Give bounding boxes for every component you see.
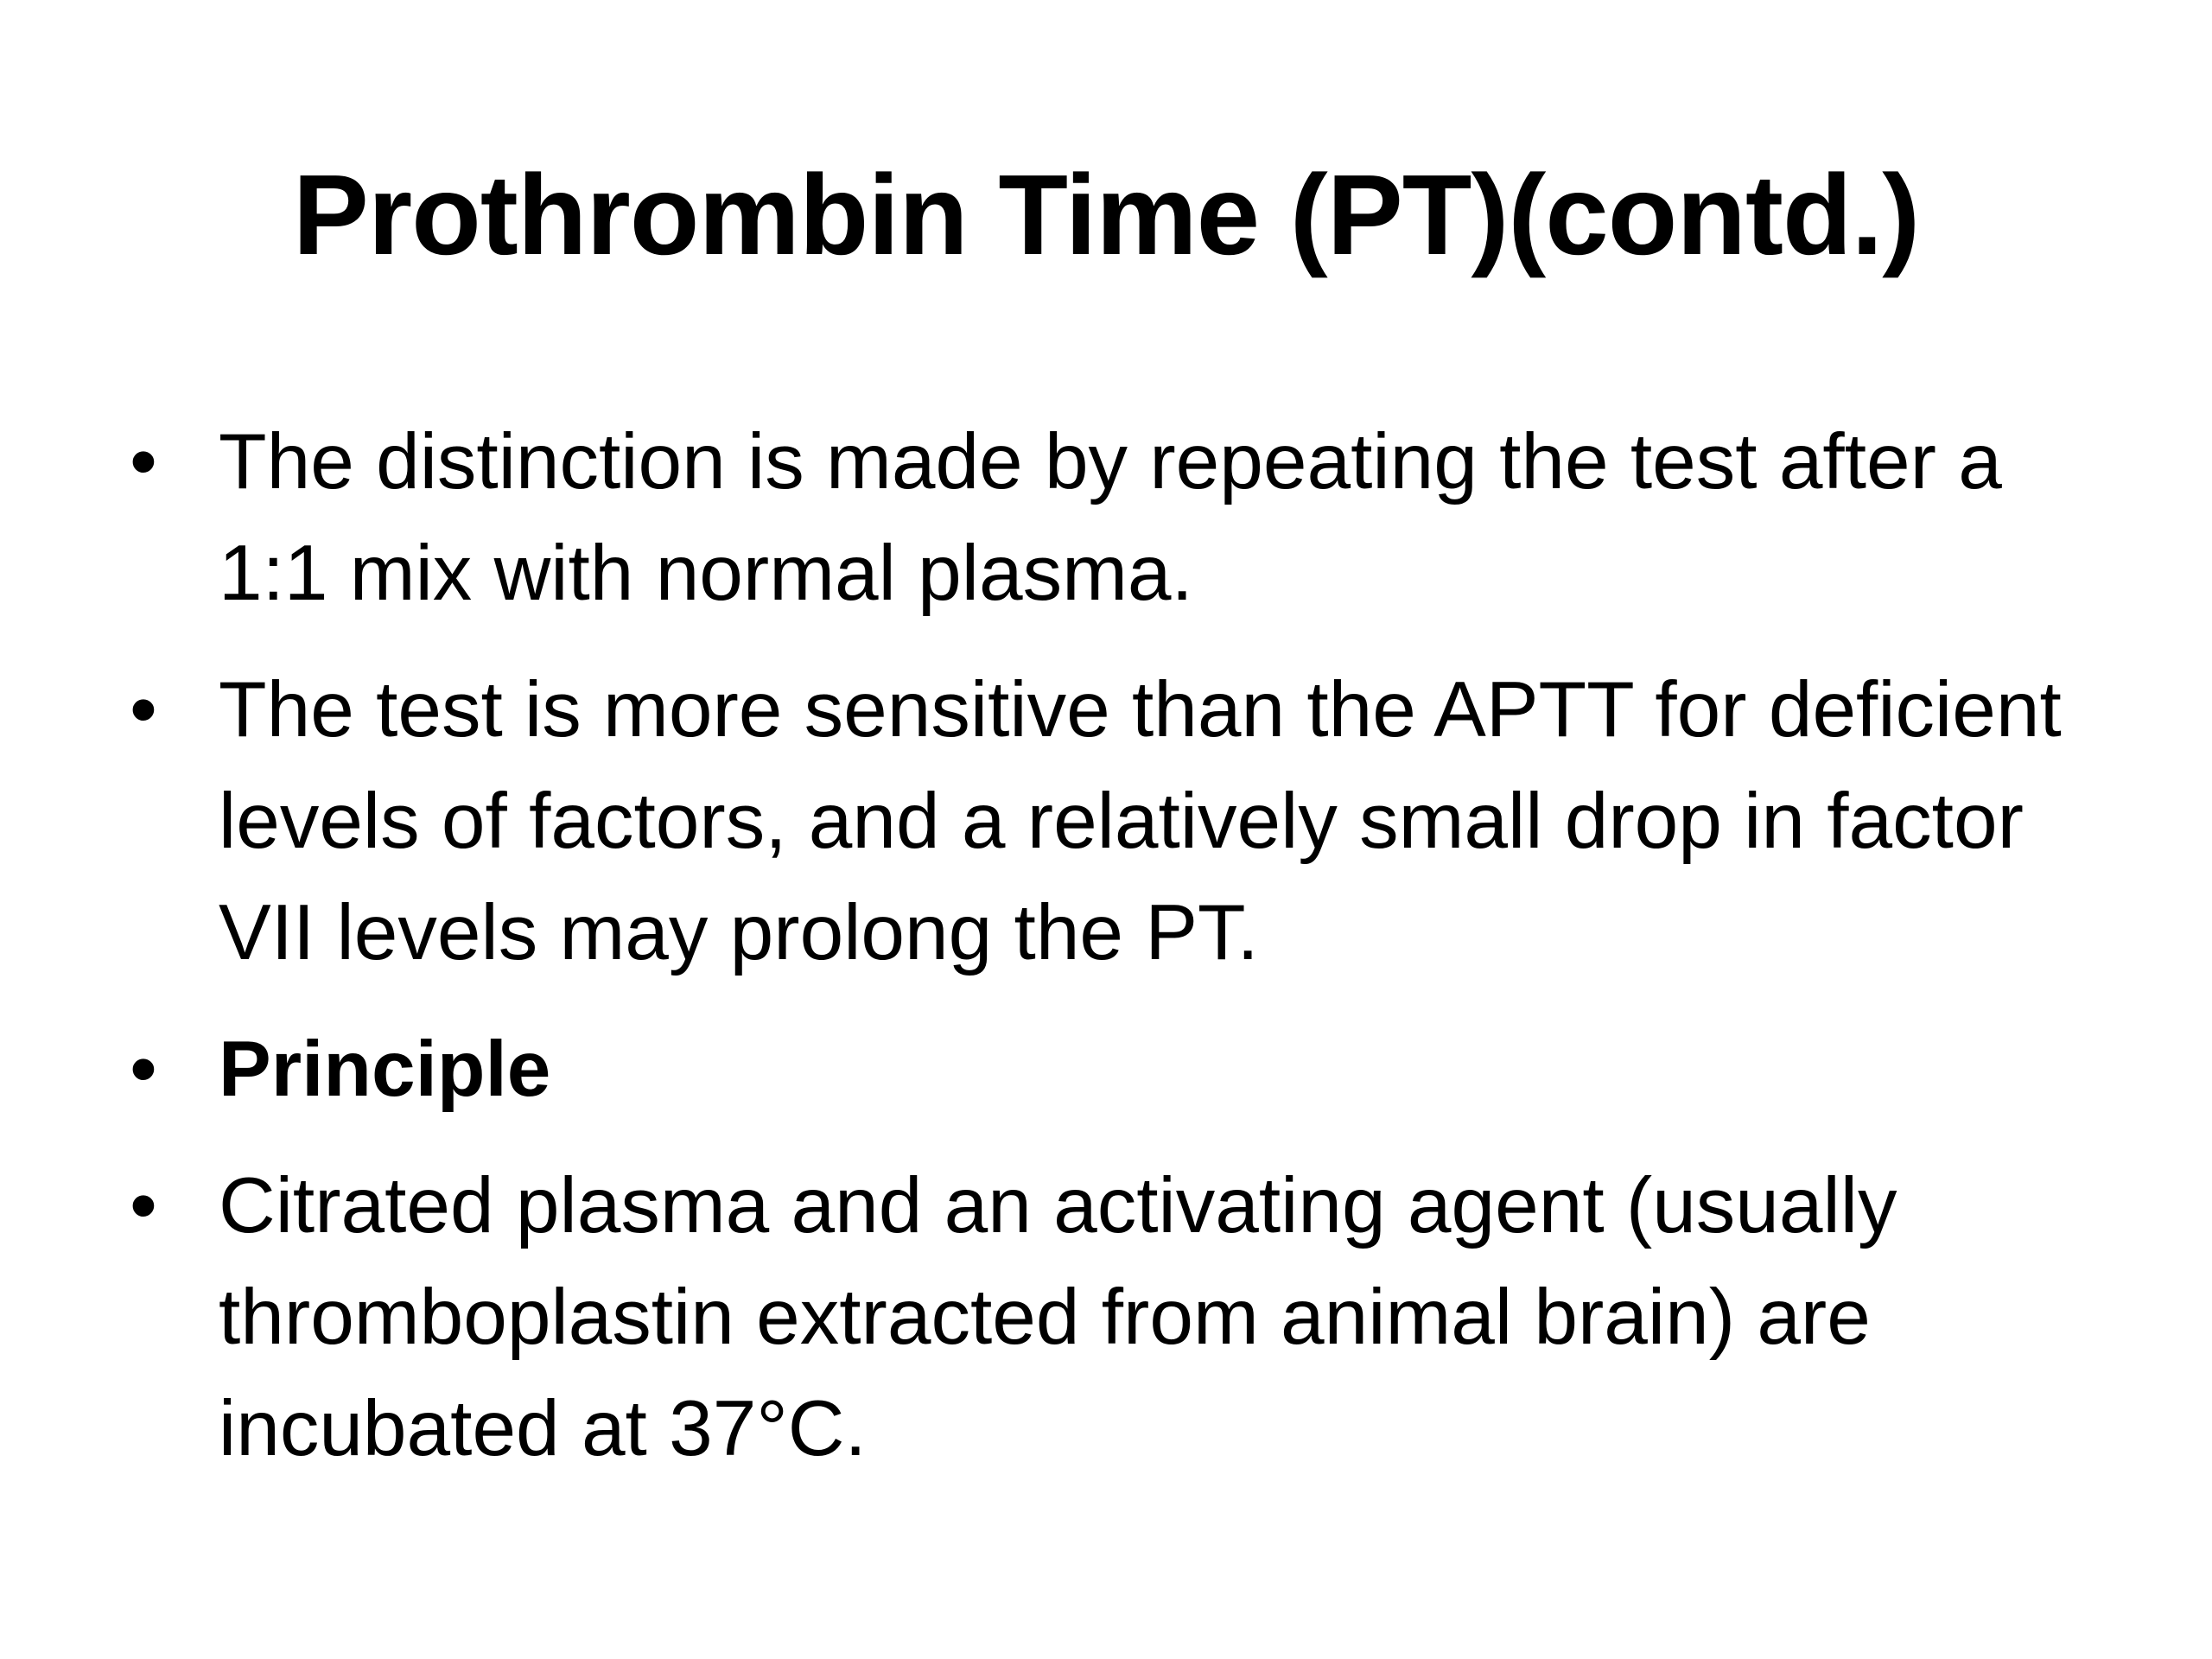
bullet-icon: • bbox=[130, 666, 157, 753]
bullet-text-principle-heading: Principle bbox=[219, 1026, 551, 1113]
bullet-item-principle bbox=[130, 1014, 2117, 1125]
bullet-item-distinction bbox=[130, 406, 2117, 629]
bullet-item-sensitivity bbox=[130, 654, 2117, 988]
bullet-list bbox=[130, 406, 2117, 1510]
bullet-text: The test is more sensitive than the APTT for deficient levels of factors, and a relatively small drop in factor VII levels may prolong the PT. bbox=[219, 666, 2062, 976]
bullet-icon: • bbox=[130, 418, 157, 505]
slide-title: Prothrombin Time (PT)(contd.) bbox=[292, 151, 1920, 278]
bullet-text: The distinction is made by repeating the test after a 1:1 mix with normal plasma. bbox=[219, 418, 2002, 617]
bullet-icon: • bbox=[130, 1026, 157, 1113]
bullet-icon: • bbox=[130, 1162, 157, 1249]
bullet-text: Citrated plasma and an activating agent (usually thromboplastin extracted from animal brain) are incubated at 37°C. bbox=[219, 1162, 1897, 1472]
bullet-item-procedure bbox=[130, 1150, 2117, 1484]
